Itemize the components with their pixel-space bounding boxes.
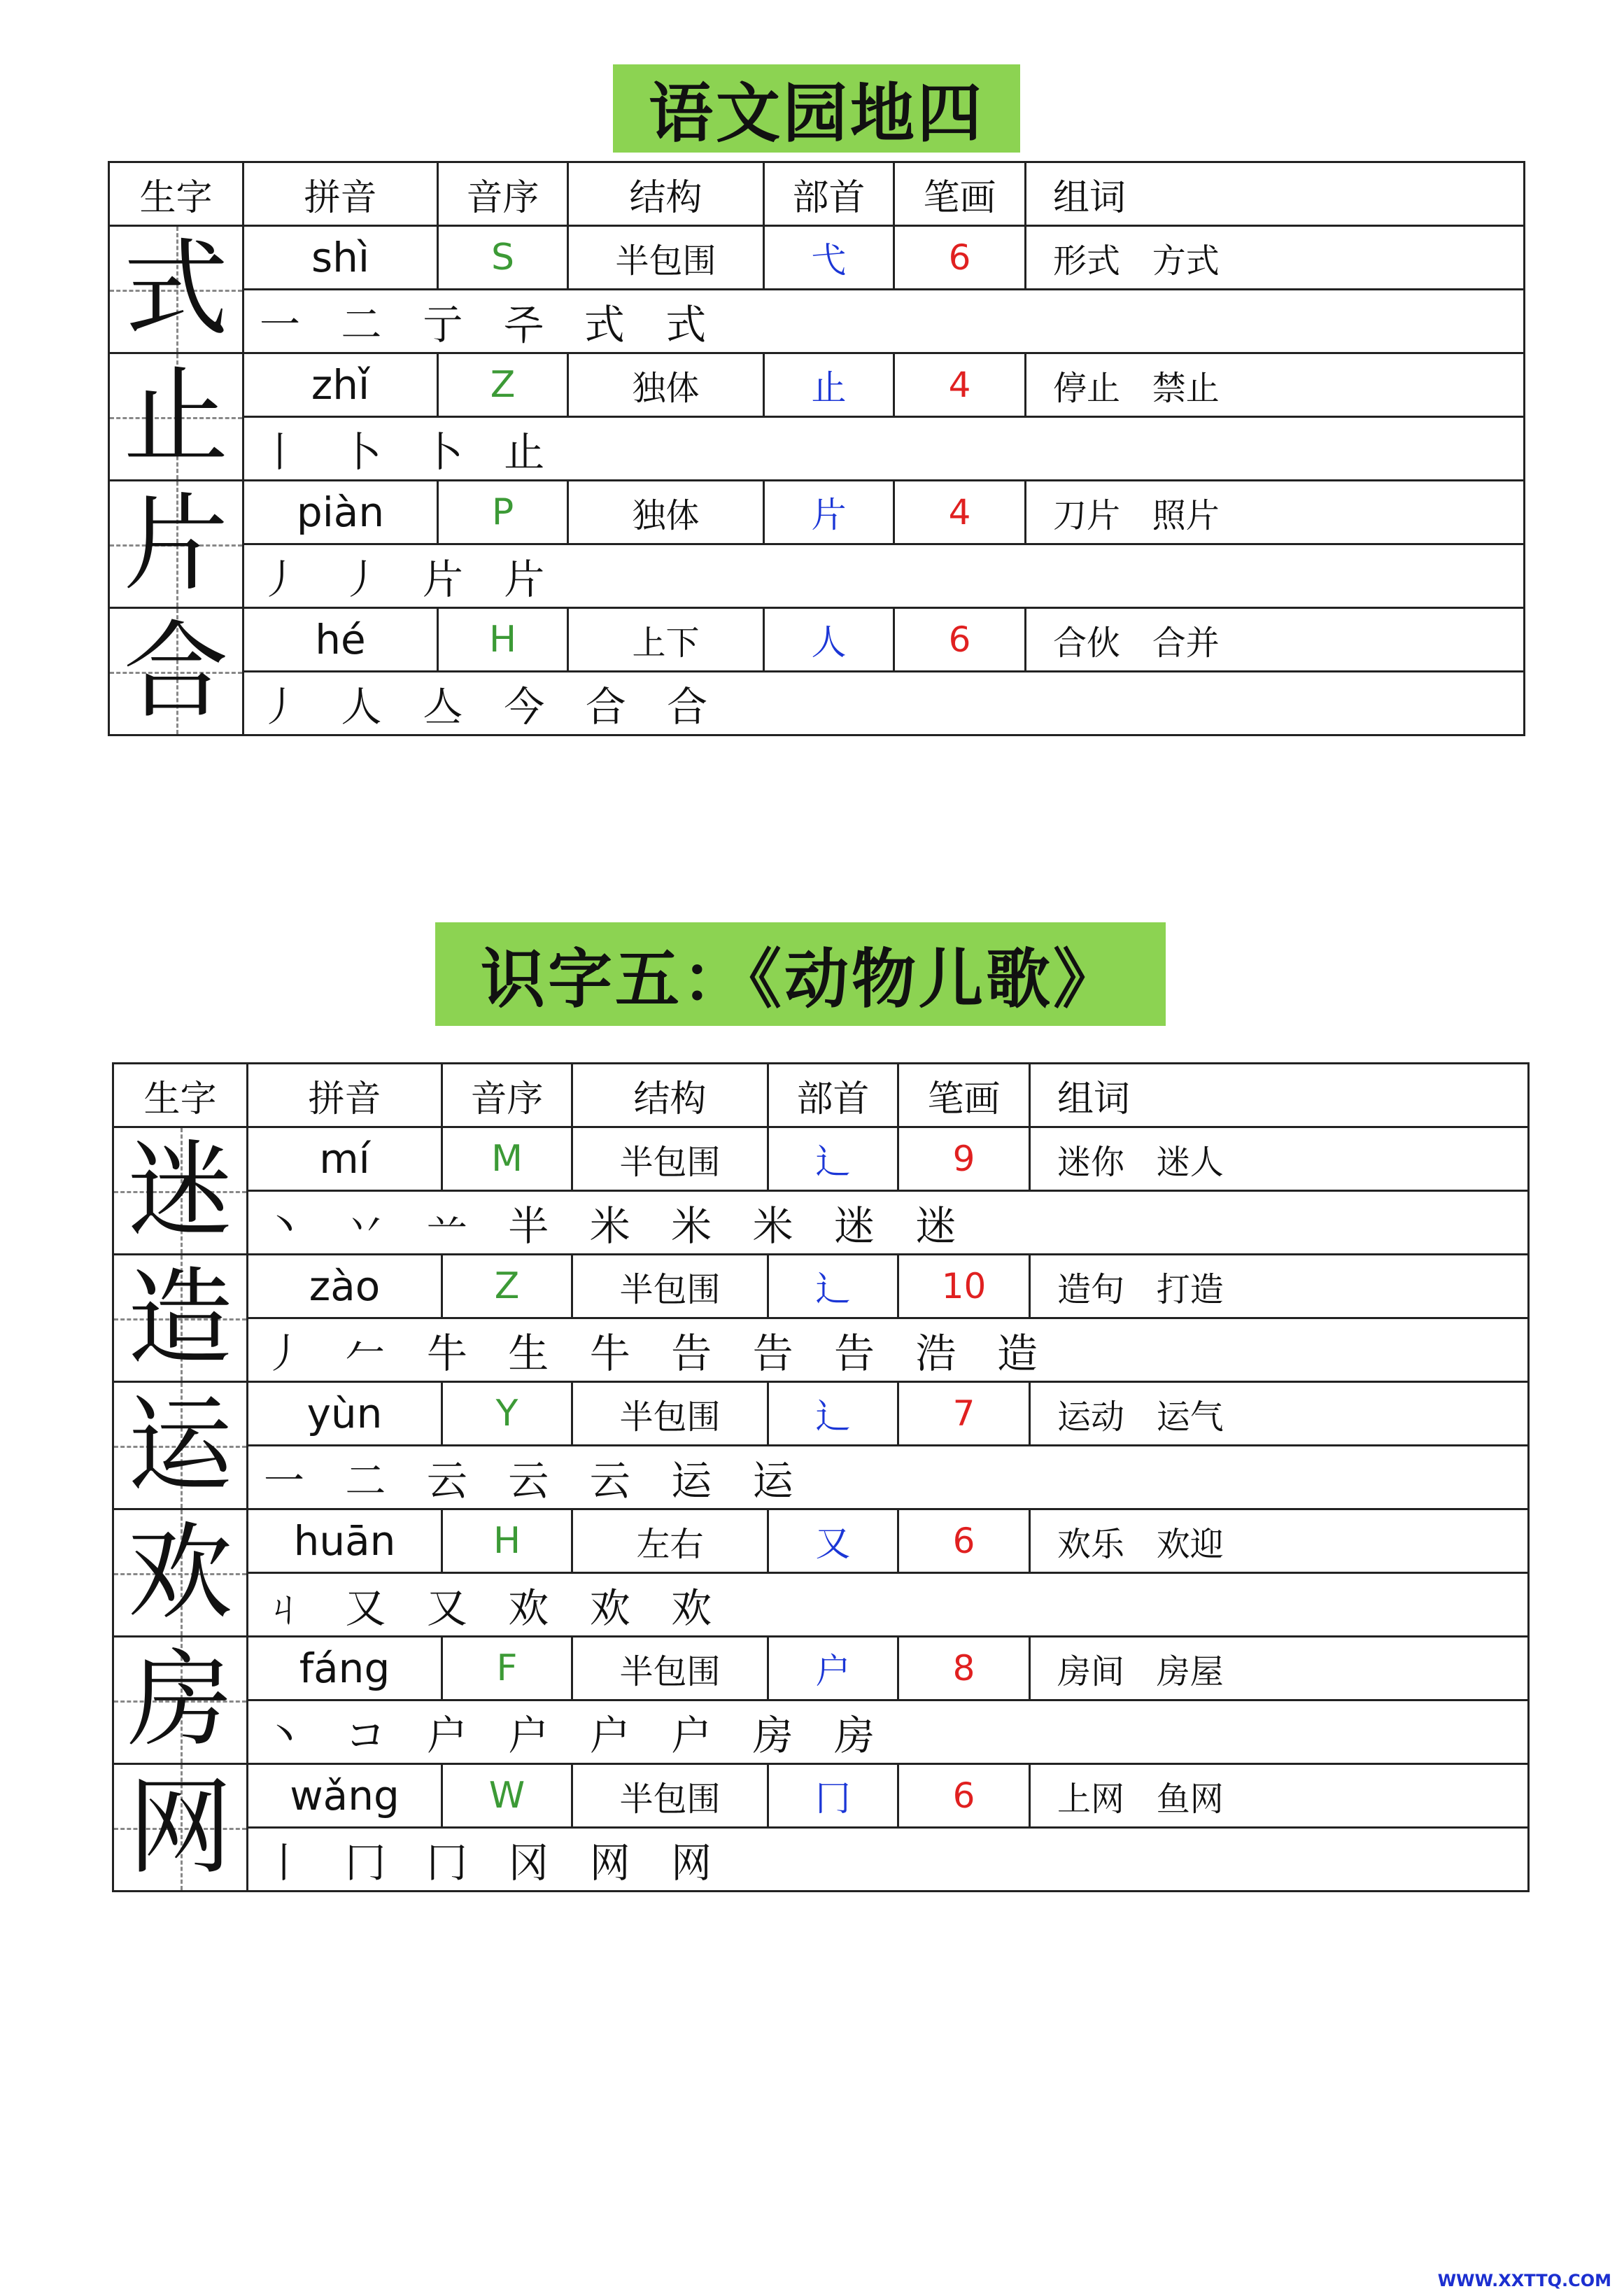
- radical: 弋: [764, 226, 894, 290]
- pinyin: zào: [248, 1255, 442, 1318]
- char-cell: [113, 1127, 248, 1255]
- pinyin: huān: [248, 1509, 442, 1573]
- phonetic-order: F: [442, 1637, 572, 1700]
- phonetic-order: W: [442, 1764, 572, 1828]
- character: 欢: [127, 1512, 233, 1634]
- pinyin: piàn: [243, 481, 438, 544]
- header-char: 生字: [109, 162, 243, 226]
- structure: 独体: [568, 481, 764, 544]
- radical: 又: [768, 1509, 898, 1573]
- structure: 半包围: [572, 1637, 768, 1700]
- section-1-table: [108, 161, 1525, 736]
- character: 运: [127, 1384, 233, 1507]
- radical: 人: [764, 608, 894, 672]
- char-cell: [109, 226, 243, 353]
- structure: 半包围: [572, 1127, 768, 1191]
- word-examples: 停止 禁止: [1026, 353, 1525, 417]
- phonetic-order: Y: [442, 1382, 572, 1446]
- table-row: [113, 1509, 1529, 1573]
- section-2-title: 识字五：《动物儿歌》: [435, 922, 1166, 1026]
- stroke-row: [113, 1446, 1529, 1509]
- stroke-row: [109, 544, 1525, 608]
- radical: 辶: [768, 1255, 898, 1318]
- char-cell: [113, 1255, 248, 1382]
- header-pinyin: 拼音: [243, 162, 438, 226]
- header-structure: 结构: [568, 162, 764, 226]
- pinyin: zhǐ: [243, 353, 438, 417]
- header-order: 音序: [442, 1064, 572, 1127]
- table-row: [109, 226, 1525, 290]
- structure: 半包围: [572, 1382, 768, 1446]
- word-examples: 造句 打造: [1030, 1255, 1529, 1318]
- stroke-count: 6: [898, 1509, 1030, 1573]
- structure: 独体: [568, 353, 764, 417]
- radical: 冂: [768, 1764, 898, 1828]
- radical: 户: [768, 1637, 898, 1700]
- stroke-row: [109, 417, 1525, 481]
- word-examples: 刀片 照片: [1026, 481, 1525, 544]
- radical: 止: [764, 353, 894, 417]
- stroke-count: 6: [894, 608, 1026, 672]
- radical: 辶: [768, 1382, 898, 1446]
- word-examples: 欢乐 欢迎: [1030, 1509, 1529, 1573]
- header-strokes: 笔画: [898, 1064, 1030, 1127]
- stroke-sequence: 丨 卜 卜 止: [243, 417, 1525, 481]
- site-watermark: WWW.XXTTQ.COM: [1437, 2271, 1611, 2290]
- phonetic-order: M: [442, 1127, 572, 1191]
- word-examples: 合伙 合并: [1026, 608, 1525, 672]
- radical: 片: [764, 481, 894, 544]
- char-cell: [113, 1764, 248, 1892]
- stroke-count: 8: [898, 1637, 1030, 1700]
- header-pinyin: 拼音: [248, 1064, 442, 1127]
- char-cell: [109, 481, 243, 608]
- stroke-row: [109, 290, 1525, 353]
- stroke-sequence: 丿 人 亼 今 合 合: [243, 672, 1525, 735]
- stroke-count: 4: [894, 353, 1026, 417]
- table-row: [109, 353, 1525, 417]
- pinyin: mí: [248, 1127, 442, 1191]
- character: 迷: [127, 1129, 233, 1252]
- stroke-sequence: 丿 𠂉 牛 生 牛 告 告 告 浩 造: [248, 1318, 1529, 1382]
- character: 止: [123, 355, 229, 478]
- pinyin: shì: [243, 226, 438, 290]
- character: 合: [123, 610, 229, 733]
- pinyin: yùn: [248, 1382, 442, 1446]
- phonetic-order: Z: [442, 1255, 572, 1318]
- table-row: [113, 1637, 1529, 1700]
- structure: 半包围: [572, 1764, 768, 1828]
- char-cell: [109, 608, 243, 735]
- header-words: 组词: [1030, 1064, 1529, 1127]
- structure: 左右: [572, 1509, 768, 1573]
- char-cell: [109, 353, 243, 481]
- stroke-count: 6: [894, 226, 1026, 290]
- word-examples: 形式 方式: [1026, 226, 1525, 290]
- structure: 半包围: [568, 226, 764, 290]
- pinyin: wǎng: [248, 1764, 442, 1828]
- char-cell: [113, 1382, 248, 1509]
- header-structure: 结构: [572, 1064, 768, 1127]
- table-header-row: [113, 1064, 1529, 1127]
- character: 网: [127, 1766, 233, 1889]
- phonetic-order: H: [438, 608, 568, 672]
- stroke-sequence: 丿 丿 片 片: [243, 544, 1525, 608]
- section-1-title: 语文园地四: [613, 64, 1020, 153]
- phonetic-order: S: [438, 226, 568, 290]
- phonetic-order: H: [442, 1509, 572, 1573]
- stroke-count: 7: [898, 1382, 1030, 1446]
- table-row: [109, 608, 1525, 672]
- character: 片: [123, 483, 229, 605]
- structure: 上下: [568, 608, 764, 672]
- stroke-sequence: 丶 コ 户 户 户 户 房 房: [248, 1700, 1529, 1764]
- stroke-row: [109, 672, 1525, 735]
- char-cell: [113, 1637, 248, 1764]
- word-examples: 房间 房屋: [1030, 1637, 1529, 1700]
- char-cell: [113, 1509, 248, 1637]
- stroke-sequence: 丨 冂 冂 冈 网 网: [248, 1828, 1529, 1892]
- stroke-count: 9: [898, 1127, 1030, 1191]
- stroke-row: [113, 1318, 1529, 1382]
- header-order: 音序: [438, 162, 568, 226]
- header-radical: 部首: [764, 162, 894, 226]
- table-row: [113, 1255, 1529, 1318]
- header-strokes: 笔画: [894, 162, 1026, 226]
- table-row: [113, 1764, 1529, 1828]
- table-row: [113, 1127, 1529, 1191]
- stroke-sequence: 丶 丷 䒑 半 米 米 米 迷 迷: [248, 1191, 1529, 1255]
- header-radical: 部首: [768, 1064, 898, 1127]
- stroke-count: 10: [898, 1255, 1030, 1318]
- word-examples: 运动 运气: [1030, 1382, 1529, 1446]
- character: 式: [123, 228, 229, 351]
- table-header-row: [109, 162, 1525, 226]
- stroke-sequence: 一 二 亍 주 式 式: [243, 290, 1525, 353]
- table-row: [113, 1382, 1529, 1446]
- phonetic-order: P: [438, 481, 568, 544]
- character: 造: [127, 1257, 233, 1379]
- table-row: [109, 481, 1525, 544]
- stroke-row: [113, 1828, 1529, 1892]
- structure: 半包围: [572, 1255, 768, 1318]
- word-examples: 上网 鱼网: [1030, 1764, 1529, 1828]
- header-words: 组词: [1026, 162, 1525, 226]
- character: 房: [127, 1639, 233, 1761]
- word-examples: 迷你 迷人: [1030, 1127, 1529, 1191]
- stroke-count: 4: [894, 481, 1026, 544]
- pinyin: hé: [243, 608, 438, 672]
- section-2-table: [112, 1062, 1530, 1892]
- stroke-count: 6: [898, 1764, 1030, 1828]
- phonetic-order: Z: [438, 353, 568, 417]
- stroke-sequence: 一 二 云 云 云 运 运: [248, 1446, 1529, 1509]
- stroke-row: [113, 1700, 1529, 1764]
- stroke-row: [113, 1573, 1529, 1637]
- stroke-row: [113, 1191, 1529, 1255]
- stroke-sequence: ㄐ 又 又 欢 欢 欢: [248, 1573, 1529, 1637]
- pinyin: fáng: [248, 1637, 442, 1700]
- header-char: 生字: [113, 1064, 248, 1127]
- radical: 辶: [768, 1127, 898, 1191]
